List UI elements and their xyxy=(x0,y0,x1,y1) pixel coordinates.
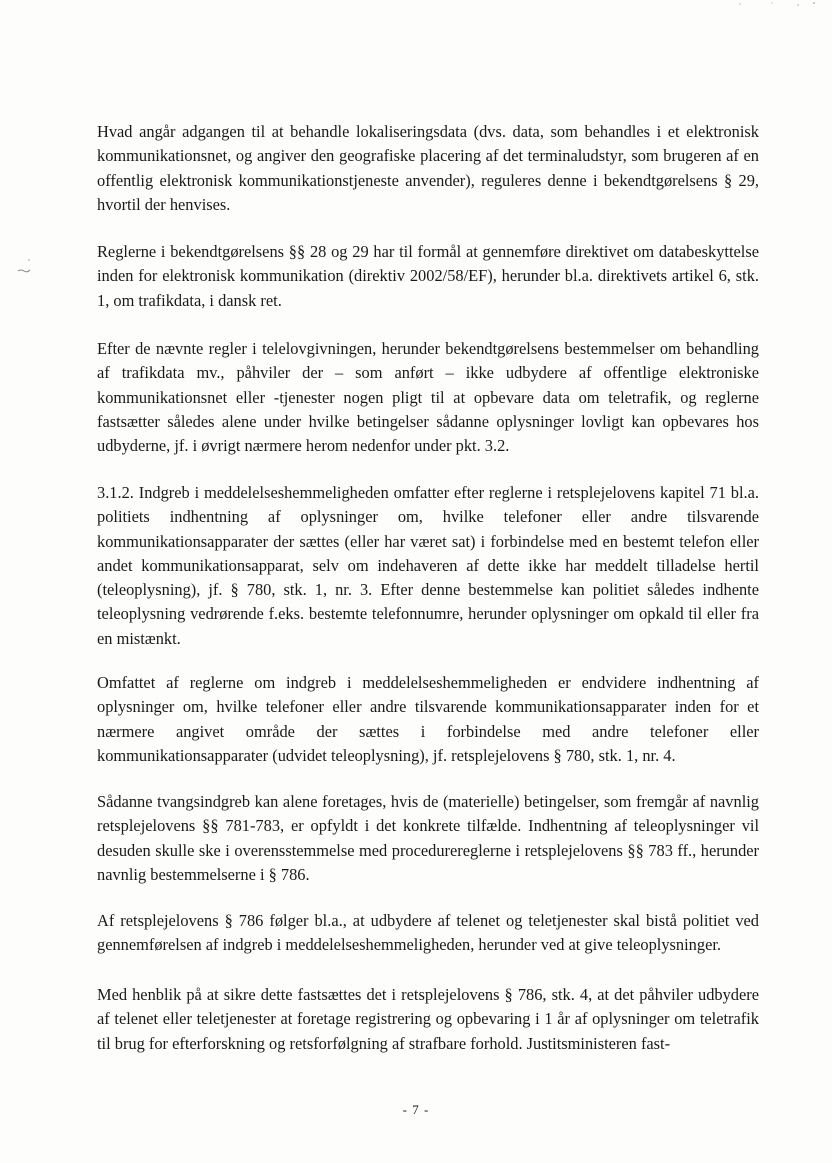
paragraph-direktiv: Reglerne i bekendtgørelsens §§ 28 og 29 har til formål at gennemføre direktivet om databeskyttelse inden for elektronisk kommunikation (direktiv 2002/58/EF), herunder bl.a. direktivets artikel 6, stk. 1, om trafikdata, i dansk ret. xyxy=(97,242,759,310)
scan-speck-marks xyxy=(732,0,822,8)
paragraph-paragraf-786: Af retsplejelovens § 786 følger bl.a., at udbydere af telenet og teletjenester skal bistå politiet ved gennemførelsen af indgreb i meddelelseshemmeligheden, herunder ved at give teleoplysninger. xyxy=(97,911,759,955)
paragraph-tvangsindgreb: Sådanne tvangsindgreb kan alene foretages, hvis de (materielle) betingelser, som fremgår af navnlig retsplejelovens §§ 781-783, er opfyldt i det konkrete tilfælde. Indhentning af teleoplysninger vil desuden skulle ske i overensstemmelse med procedurereglerne i retsplejelovens §§ 783 ff., herunder navnlig bestemmelserne i § 786. xyxy=(97,792,759,884)
paragraph-udvidet-teleoplysning: Omfattet af reglerne om indgreb i meddelelseshemmeligheden er endvidere indhentning af oplysninger om, hvilke telefoner eller andre tilsvarende kommunikationsapparater inden for et nærmere angivet område der sættes i forbindelse med andre telefoner eller kommunikationsapparater (udvidet teleoplysning), jf. retsplejelovens § 780, stk. 1, nr. 4. xyxy=(97,673,759,765)
paragraph-telelovgivning: Efter de nævnte regler i telelovgivningen, herunder bekendtgørelsens bestemmelser om behandling af trafikdata mv., påhviler der – som anført – ikke udbydere af offentlige elektroniske kommunikationsnet eller -tjenester nogen pligt til at opbevare data om teletrafik, og reglerne fastsætter således alene under hvilke betingelser sådanne oplysninger lovligt kan opbevares hos udbyderne, jf. i øvrigt nærmere herom nedenfor under pkt. 3.2. xyxy=(97,339,759,456)
paragraph-lokaliseringsdata: Hvad angår adgangen til at behandle lokaliseringsdata (dvs. data, som behandles i et elektronisk kommunikationsnet, og angiver den geografiske placering af det terminaludstyr, som brugeren af en offentlig elektronisk kommunikationstjeneste anvender), reguleres denne i bekendtgørelsens § 29, hvortil der henvises. xyxy=(97,122,759,214)
page-number: - 7 - xyxy=(402,1102,430,1117)
margin-scan-mark xyxy=(14,258,36,276)
paragraph-section-3-1-2: 3.1.2. Indgreb i meddelelseshemmeligheden omfatter efter reglerne i retsplejelovens kapitel 71 bl.a. politiets indhentning af oplysninger om, hvilke telefoner eller andre tilsvarende kommunikationsapparater der sættes (eller har været sat) i forbindelse med en bestemt telefon eller andet kommunikationsapparat, selv om indehaveren af dette ikke har meddelt tilladelse hertil (teleoplysning), jf. § 780, stk. 1, nr. 3. Efter denne bestemmelse kan politiet således indhente teleoplysning vedrørende f.eks. bestemte telefonnumre, herunder oplysninger om opkald til eller fra en mistænkt. xyxy=(97,483,759,648)
paragraph-registrering: Med henblik på at sikre dette fastsættes det i retsplejelovens § 786, stk. 4, at det påhviler udbydere af telenet eller teletjenester at foretage registrering og opbevaring i 1 år af oplysninger om teletrafik til brug for efterforskning og retsforfølgning af strafbare forhold. Justitsministeren fast- xyxy=(97,985,759,1053)
